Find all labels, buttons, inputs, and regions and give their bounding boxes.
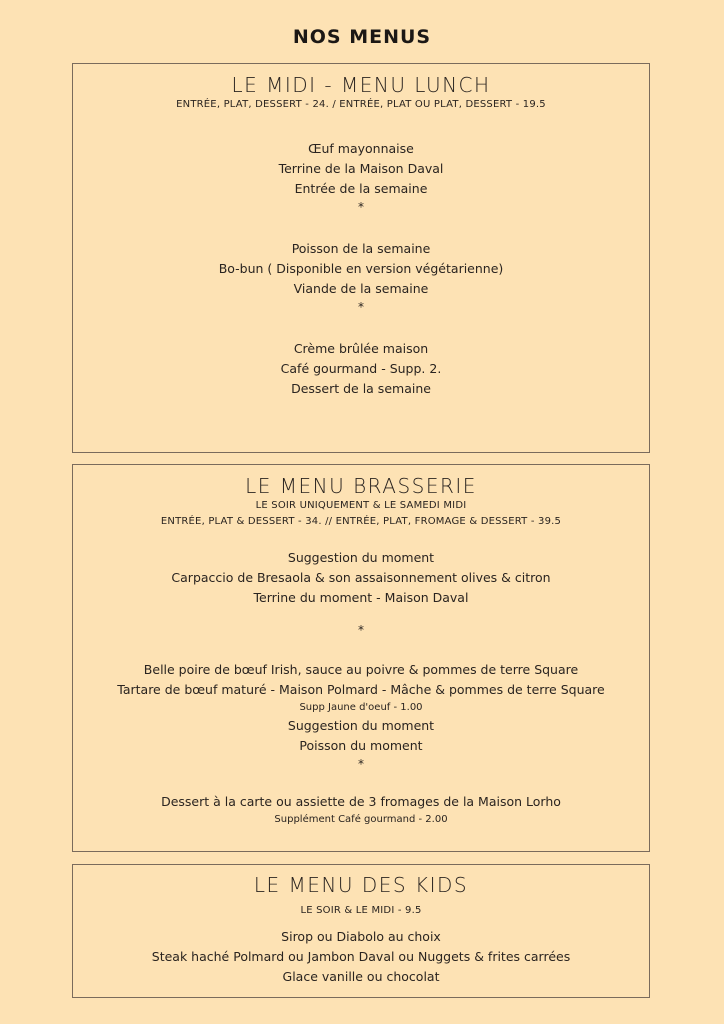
menu-item: Suggestion du moment — [287, 550, 435, 565]
menu-item: Entrée de la semaine — [294, 181, 428, 196]
menu-item-note: Supp Jaune d'oeuf - 1.00 — [299, 702, 423, 713]
separator: * — [358, 757, 364, 771]
menu-item: Café gourmand - Supp. 2. — [280, 361, 442, 376]
menu-brasserie-prices: ENTRÉE, PLAT & DESSERT - 34. // ENTRÉE, PLAT, FROMAGE & DESSERT - 39.5 — [160, 516, 562, 527]
menu-item: Poisson de la semaine — [291, 241, 431, 256]
menu-item: Dessert de la semaine — [291, 381, 431, 396]
menu-item: Belle poire de bœuf Irish, sauce au poivre & pommes de terre Square — [143, 662, 579, 677]
menu-item: Viande de la semaine — [293, 281, 429, 296]
menu-midi-section — [72, 63, 650, 453]
menu-item: Carpaccio de Bresaola & son assaisonnement olives & citron — [171, 570, 551, 585]
menu-item: Sirop ou Diabolo au choix — [281, 929, 441, 944]
menu-item: Œuf mayonnaise — [308, 141, 414, 156]
menu-item-note: Supplément Café gourmand - 2.00 — [274, 814, 448, 825]
menu-brasserie-section — [72, 464, 650, 852]
menu-kids-prices: LE SOIR & LE MIDI - 9.5 — [300, 905, 422, 916]
menu-midi-prices: ENTRÉE, PLAT, DESSERT - 24. / ENTRÉE, PLAT OU PLAT, DESSERT - 19.5 — [176, 99, 546, 110]
menu-item: Poisson du moment — [299, 738, 423, 753]
menu-item: Bo-bun ( Disponible en version végétarienne) — [218, 261, 504, 276]
menu-item: Crème brûlée maison — [293, 341, 429, 356]
menu-kids-title: LE MENU DES KIDS — [253, 873, 469, 897]
menu-item: Suggestion du moment — [287, 718, 435, 733]
menu-brasserie-schedule: LE SOIR UNIQUEMENT & LE SAMEDI MIDI — [255, 500, 467, 511]
separator: * — [358, 200, 364, 214]
menu-item: Terrine du moment - Maison Daval — [253, 590, 469, 605]
separator: * — [358, 623, 364, 637]
menu-brasserie-title: LE MENU BRASSERIE — [245, 474, 477, 498]
menu-item: Terrine de la Maison Daval — [278, 161, 444, 176]
menu-midi-title: LE MIDI - MENU LUNCH — [231, 73, 491, 97]
menu-item: Tartare de bœuf maturé - Maison Polmard - Mâche & pommes de terre Square — [117, 682, 605, 697]
menu-item: Steak haché Polmard ou Jambon Daval ou Nuggets & frites carrées — [151, 949, 571, 964]
menu-item: Glace vanille ou chocolat — [282, 969, 440, 984]
page-title: NOS MENUS — [292, 26, 432, 48]
menu-item: Dessert à la carte ou assiette de 3 fromages de la Maison Lorho — [161, 794, 561, 809]
separator: * — [358, 300, 364, 314]
menu-kids-section — [72, 864, 650, 998]
